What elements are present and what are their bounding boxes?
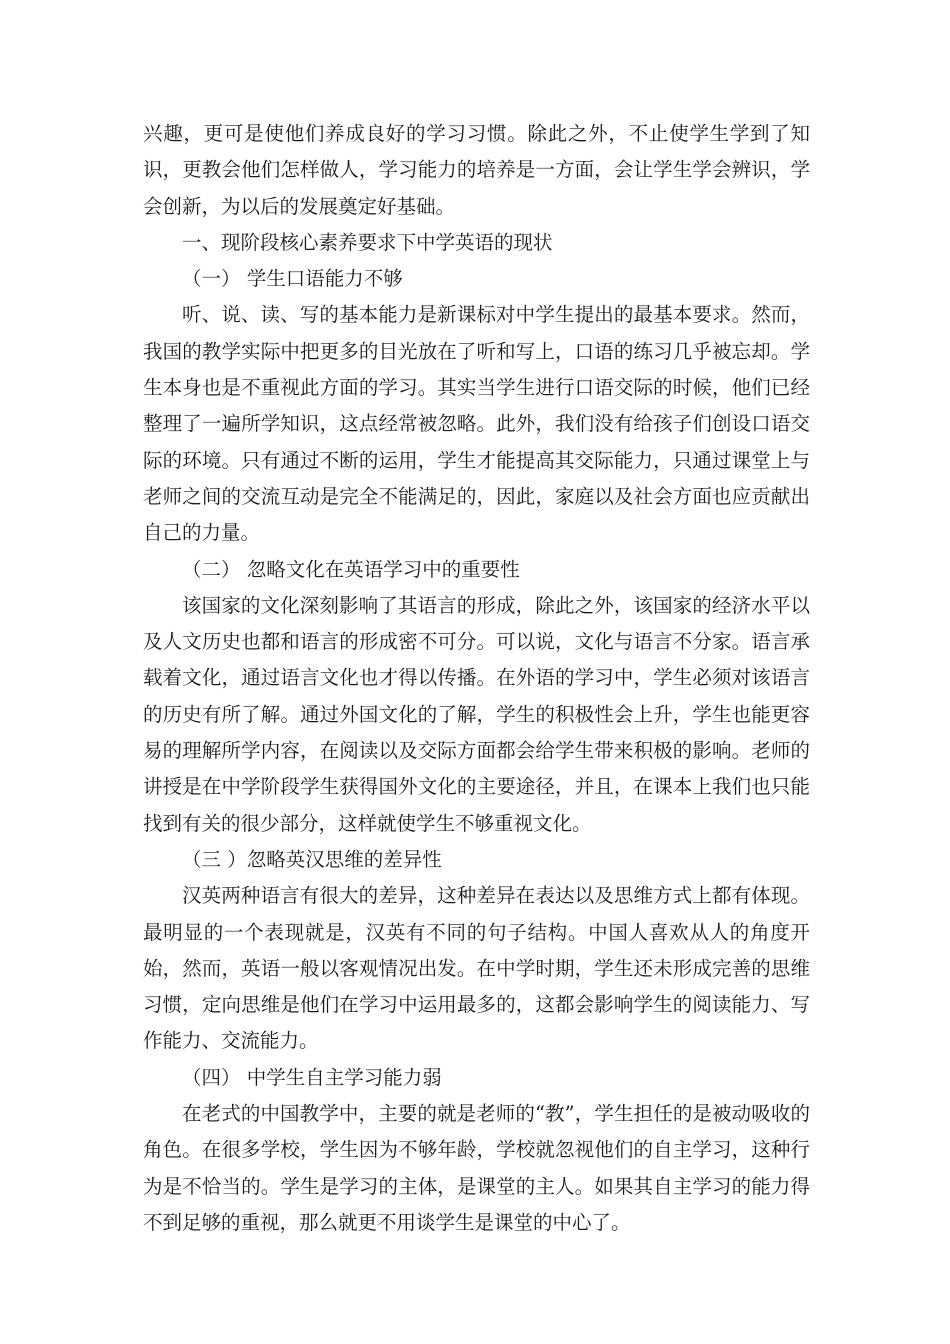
paragraph-culture: 该国家的文化深刻影响了其语言的形成，除此之外，该国家的经济水平以及人文历史也都和语言的形成密不可分。可以说，文化与语言不分家。语言承载着文化，通过语言文化也才得以传播。在外语的学习中，学生必须对该语言的历史有所了解。通过外国文化的了解，学生的积极性会上升，学生也能更容易的理解所学内容，在阅读以及交际方面都会给学生带来积极的影响。老师的讲授是在中学阶段学生获得国外文化的主要途径，并且，在课本上我们也只能找到有关的很少部分，这样就使学生不够重视文化。 — [143, 593, 810, 835]
section-heading-1: 一、现阶段核心素养要求下中学英语的现状 — [182, 230, 553, 254]
paragraph-autonomous-learning: 在老式的中国教学中，主要的就是老师的“教”，学生担任的是被动吸收的角色。在很多学校，学生因为不够年龄，学校就忽视他们的自主学习，这种行为是不恰当的。学生是学习的主体，是课堂的主人。如果其自主学习的能力得不到足够的重视，那么就更不用谈学生是课堂的中心了。 — [143, 1102, 810, 1234]
subsection-heading-1: （一） 学生口语能力不够 — [182, 267, 403, 291]
paragraph-thinking-difference: 汉英两种语言有很大的差异，这种差异在表达以及思维方式上都有体现。最明显的一个表现就是，汉英有不同的句子结构。中国人喜欢从人的角度开始，然而，英语一般以客观情况出发。在中学时期，学生还未形成完善的思维习惯，定向思维是他们在学习中运用最多的，这都会影响学生的阅读能力、写作能力、交流能力。 — [143, 884, 810, 1053]
subsection-heading-3: （三 ）忽略英汉思维的差异性 — [182, 847, 442, 871]
paragraph-continued: 兴趣，更可是使他们养成良好的学习习惯。除此之外，不止使学生学到了知识，更教会他们怎样做人，学习能力的培养是一方面，会让学生学会辨识，学会创新，为以后的发展奠定好基础。 — [143, 122, 810, 218]
document-page — [143, 116, 810, 1241]
subsection-heading-2: （二） 忽略文化在英语学习中的重要性 — [182, 557, 520, 581]
subsection-heading-4: （四） 中学生自主学习能力弱 — [182, 1065, 442, 1089]
paragraph-oral-ability: 听、说、读、写的基本能力是新课标对中学生提出的最基本要求。然而，我国的教学实际中把更多的目光放在了听和写上，口语的练习几乎被忘却。学生本身也是不重视此方面的学习。其实当学生进行口语交际的时候，他们已经整理了一遍所学知识，这点经常被忽略。此外，我们没有给孩子们创设口语交际的环境。只有通过不断的运用，学生才能提高其交际能力，只通过课堂上与老师之间的交流互动是完全不能满足的，因此，家庭以及社会方面也应贡献出自己的力量。 — [143, 303, 810, 545]
